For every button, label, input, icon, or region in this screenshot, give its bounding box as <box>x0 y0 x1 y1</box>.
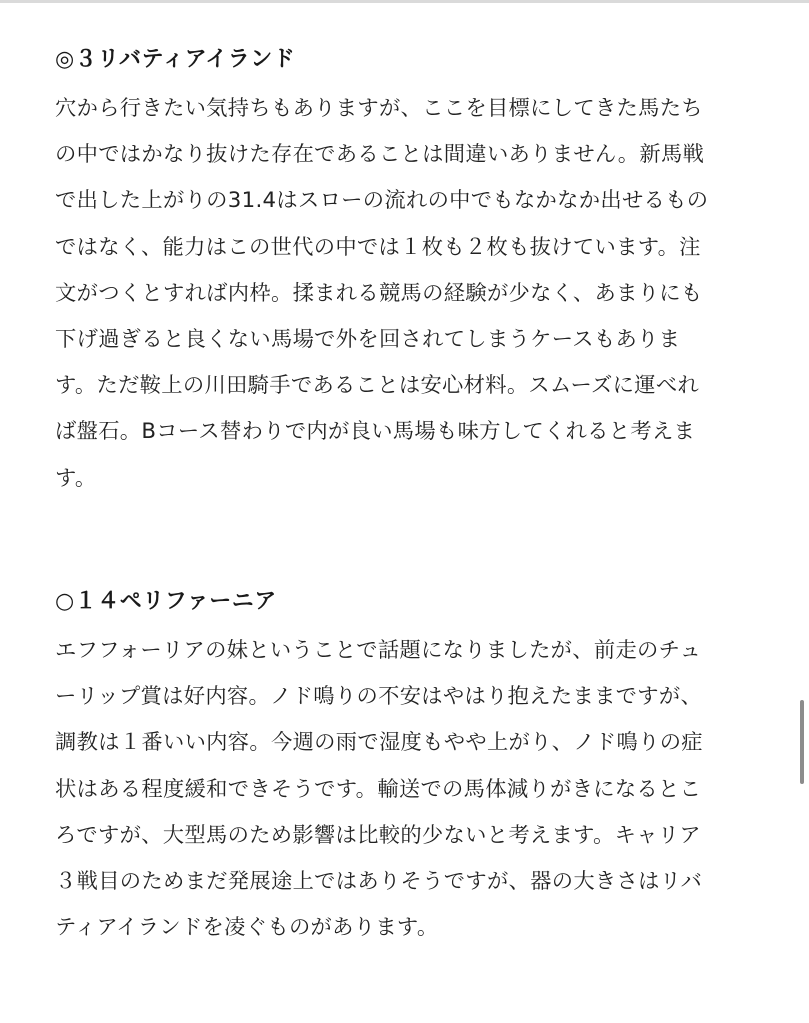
paragraph-line: 調教は１番いい内容。今週の雨で湿度もやや上がり、ノド鳴りの症 <box>55 730 703 756</box>
paragraph-line: 文がつくとすれば内枠。揉まれる競馬の経験が少なく、あまりにも <box>55 280 703 306</box>
paragraph-line: ーリップ賞は好内容。ノド鳴りの不安はやはり抱えたままですが、 <box>55 684 703 710</box>
paragraph-line: の中ではかなり抜けた存在であることは間違いありません。新馬戦 <box>55 142 705 168</box>
section-heading: ○１４ペリファーニア <box>55 589 277 614</box>
paragraph-line: す。 <box>55 465 97 491</box>
paragraph-line: エフフォーリアの妹ということで話題になりましたが、前走のチュ <box>55 638 702 663</box>
section-heading: ◎３リバティアイランド <box>55 47 296 72</box>
paragraph-line: 状はある程度緩和できそうです。輸送での馬体減りがきになるとこ <box>55 776 702 802</box>
scrollbar-thumb[interactable] <box>800 700 804 784</box>
paragraph-line: ろですが、大型馬のため影響は比較的少ないと考えます。キャリア <box>55 822 701 848</box>
section-perifania <box>55 586 755 951</box>
section-body <box>55 628 755 951</box>
paragraph-line: ３戦目のためまだ発展途上ではありそうですが、器の大きさはリバ <box>55 868 703 894</box>
paragraph-line: 穴から行きたい気持ちもありますが、ここを目標にしてきた馬たち <box>55 96 703 121</box>
section-body <box>55 86 755 502</box>
paragraph-line: ティアイランドを凌ぐものがあります。 <box>55 915 439 941</box>
paragraph-line: ば盤石。Bコース替わりで内が良い馬場も味方してくれると考えま <box>55 419 696 445</box>
top-divider <box>0 0 809 3</box>
section-liberty-island <box>55 44 755 502</box>
paragraph-line: ではなく、能力はこの世代の中では１枚も２枚も抜けています。注 <box>55 234 701 260</box>
paragraph-line: で出した上がりの31.4はスローの流れの中でもなかなか出せるもの <box>55 188 709 214</box>
paragraph-line: す。ただ鞍上の川田騎手であることは安心材料。スムーズに運べれ <box>55 373 700 399</box>
paragraph-line: 下げ過ぎると良くない馬場で外を回されてしまうケースもありま <box>55 326 681 352</box>
